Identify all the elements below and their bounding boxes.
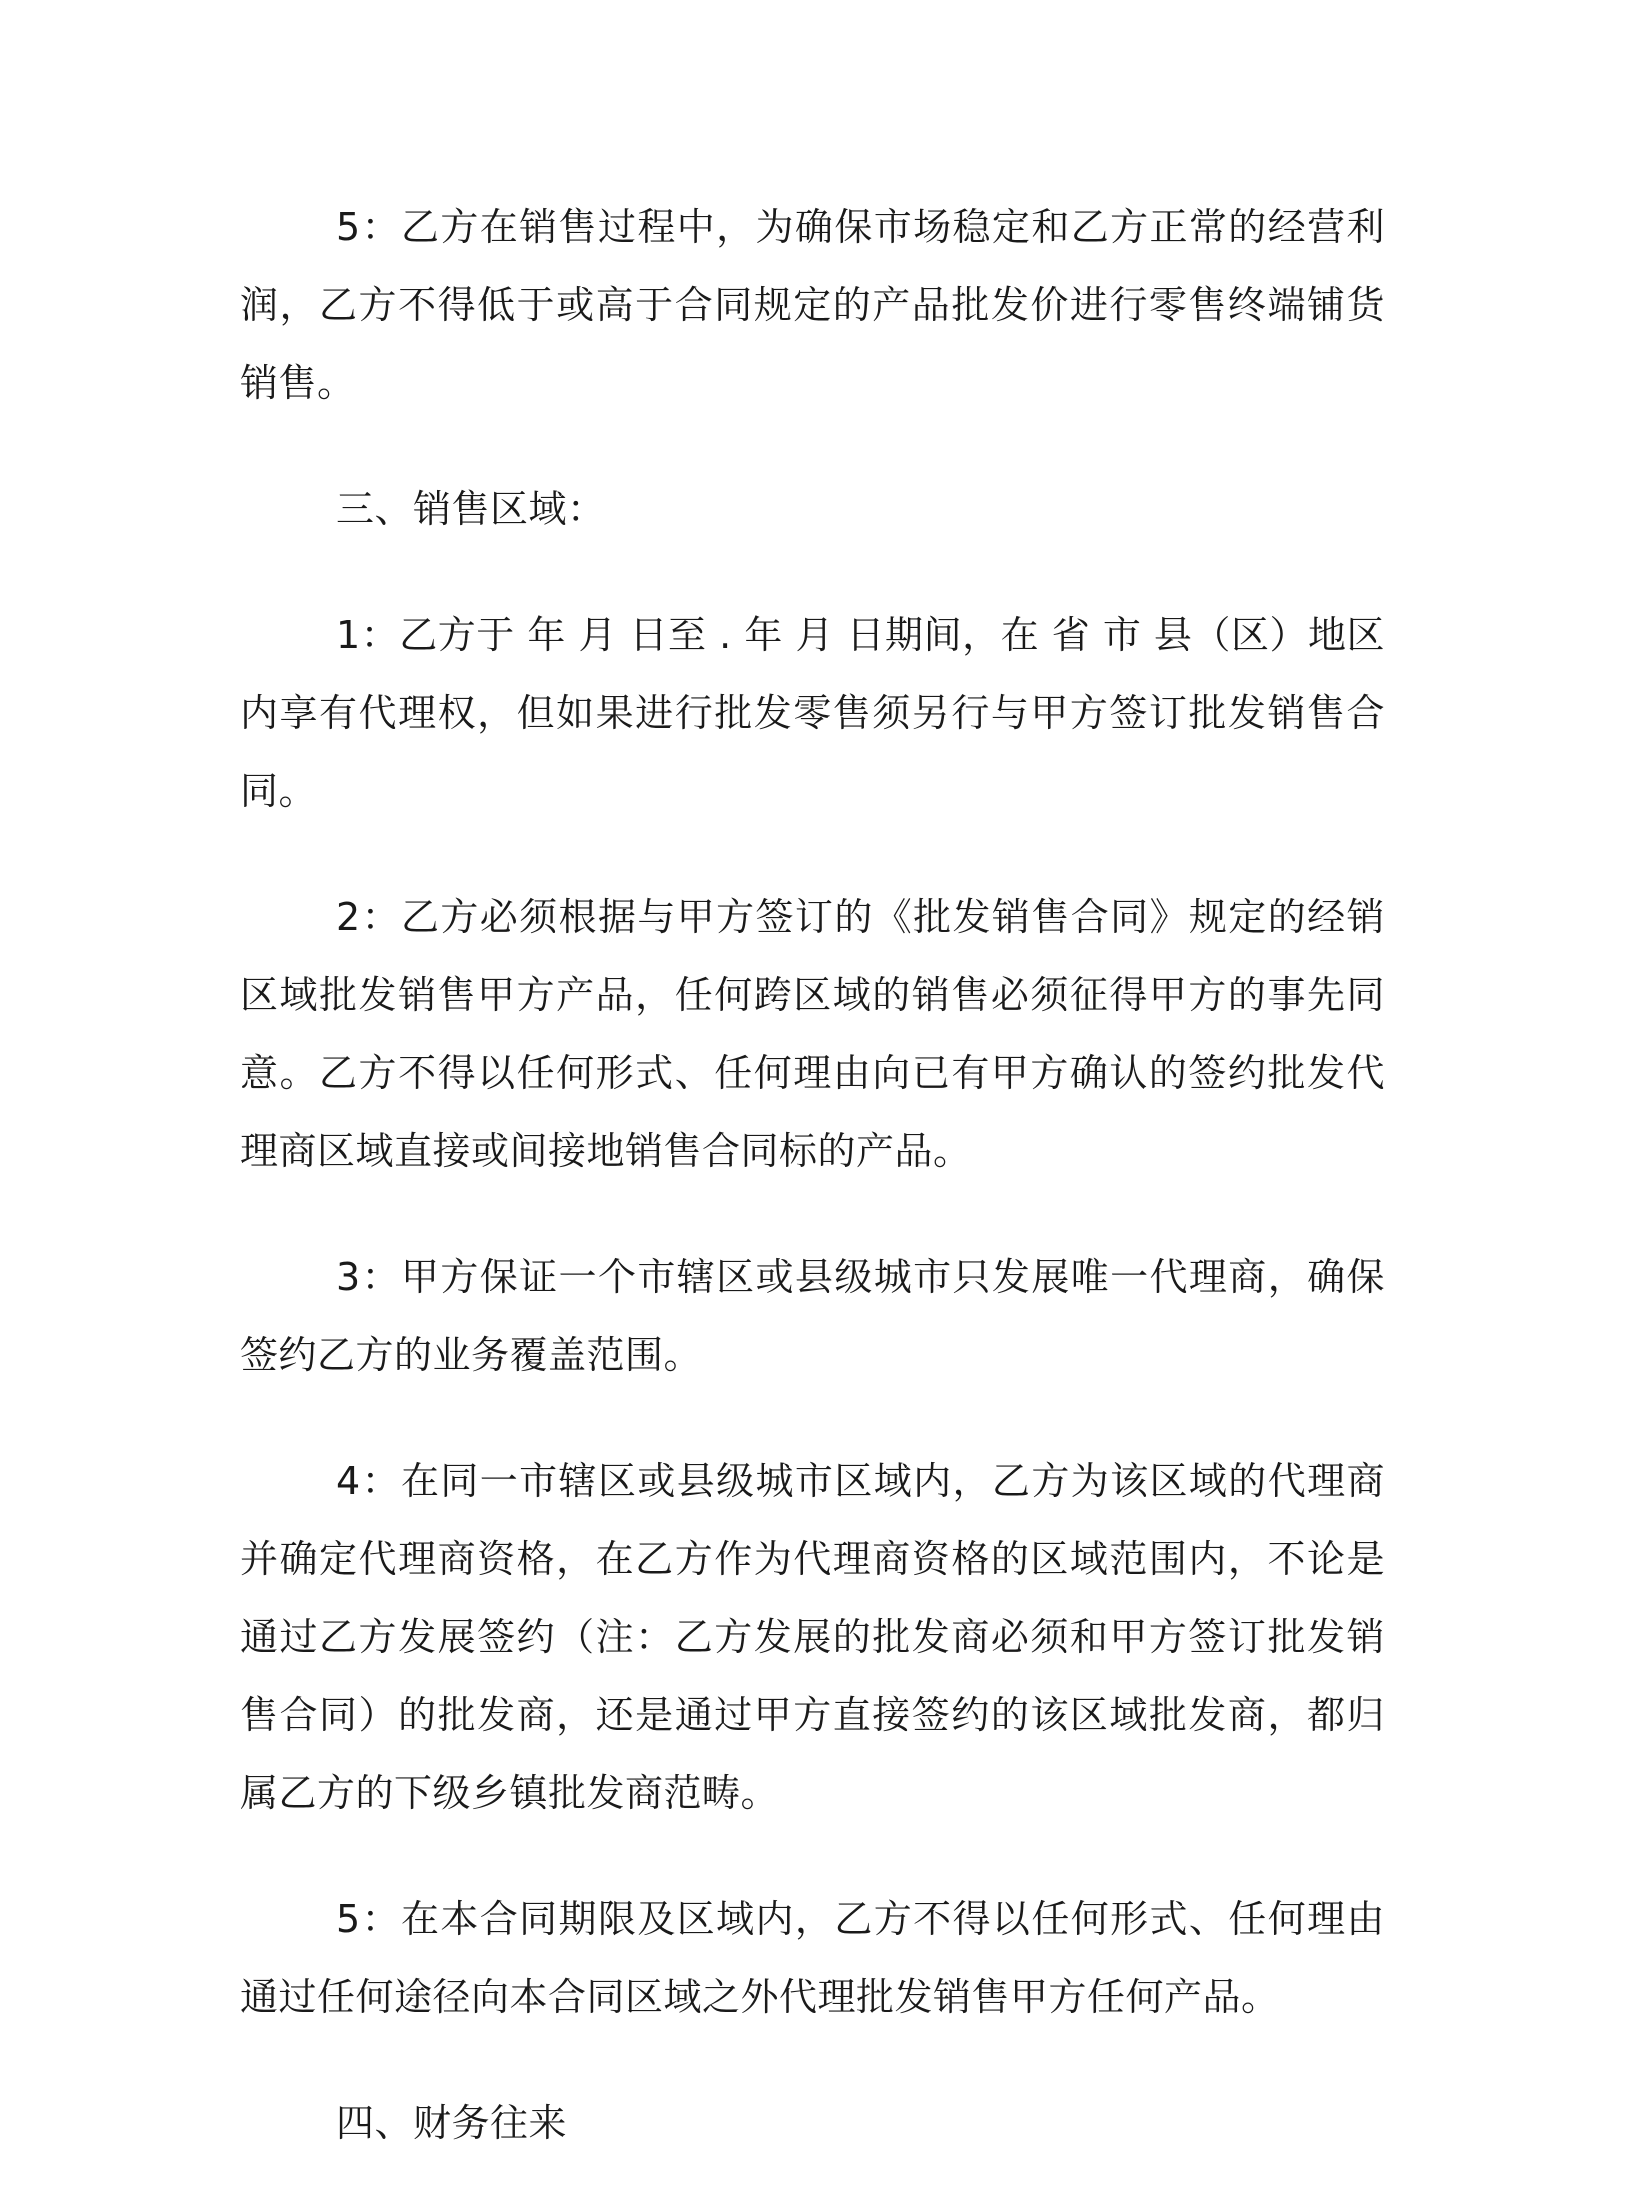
document-body <box>240 188 1385 2210</box>
paragraph-clause-3-sole-agent: 3：甲方保证一个市辖区或县级城市只发展唯一代理商，确保签约乙方的业务覆盖范围。 <box>240 1255 1385 1377</box>
paragraph-clause-5-retail-price: 5：乙方在销售过程中，为确保市场稳定和乙方正常的经营利润，乙方不得低于或高于合同规定的产品批发价进行零售终端铺货销售。 <box>240 205 1385 405</box>
paragraph-clause-1-agency-period: 1：乙方于 年 月 日至 . 年 月 日期间，在 省 市 县（区）地区内享有代理权，但如果进行批发零售须另行与甲方签订批发销售合同。 <box>240 613 1385 813</box>
section-heading-financial: 四、财务往来 <box>336 2101 568 2145</box>
paragraph-clause-5-out-of-region: 5：在本合同期限及区域内，乙方不得以任何形式、任何理由通过任何途径向本合同区域之外代理批发销售甲方任何产品。 <box>240 1897 1385 2019</box>
paragraph-clause-4-agent-qualification: 4：在同一市辖区或县级城市区域内，乙方为该区域的代理商并确定代理商资格，在乙方作为代理商资格的区域范围内，不论是通过乙方发展签约（注：乙方发展的批发商必须和甲方签订批发销售合同）的批发商，还是通过甲方直接签约的该区域批发商，都归属乙方的下级乡镇批发商范畴。 <box>240 1459 1385 1815</box>
section-heading-sales-region: 三、销售区域： <box>336 487 606 531</box>
paragraph-clause-2-region-restriction: 2：乙方必须根据与甲方签订的《批发销售合同》规定的经销区域批发销售甲方产品，任何跨区域的销售必须征得甲方的事先同意。乙方不得以任何形式、任何理由向已有甲方确认的签约批发代理商区域直接或间接地销售合同标的产品。 <box>240 895 1385 1173</box>
